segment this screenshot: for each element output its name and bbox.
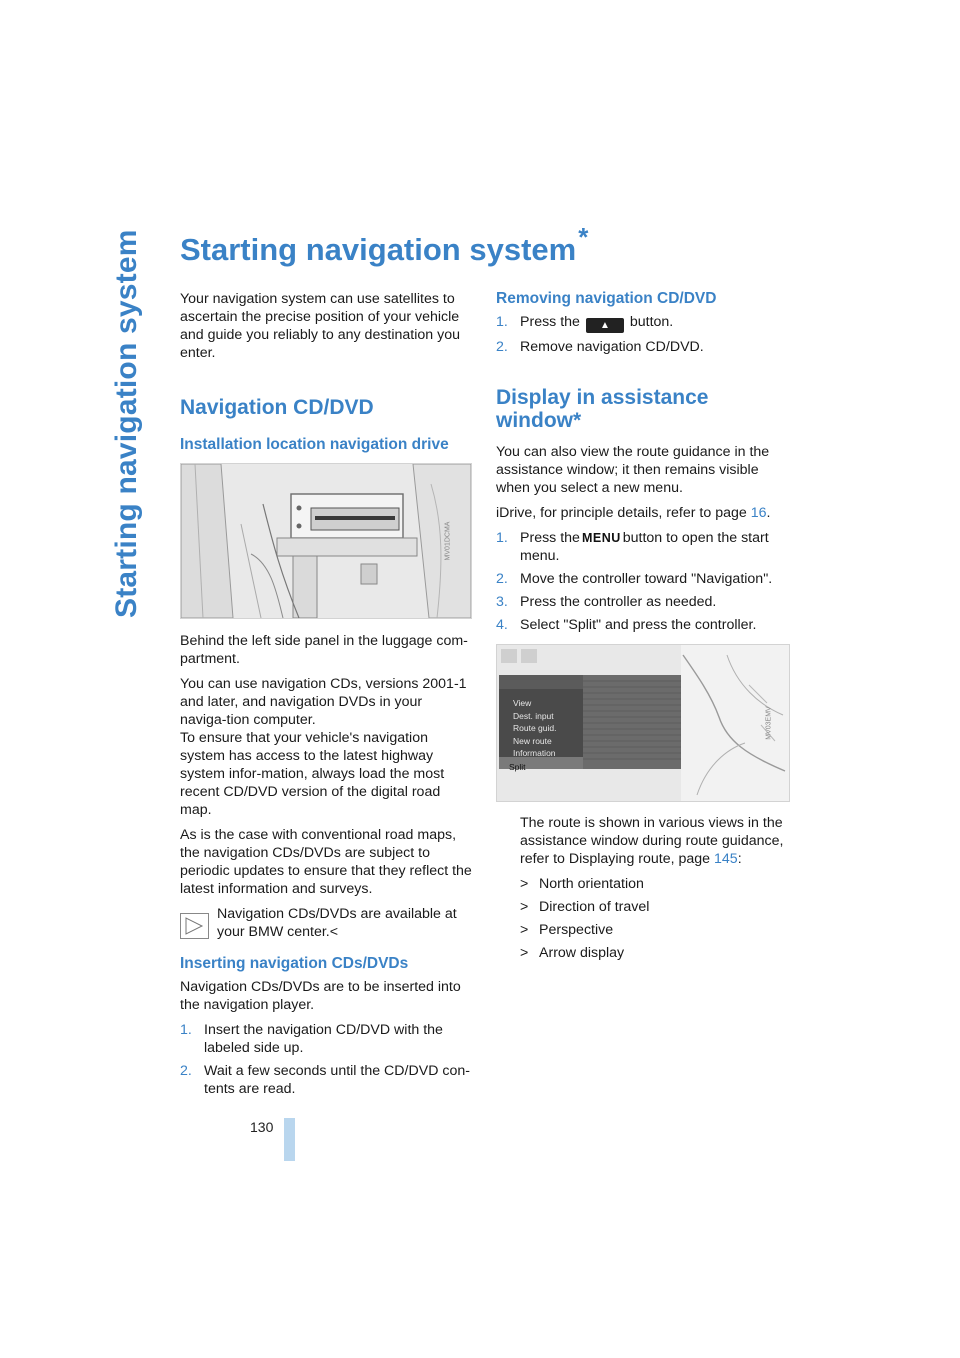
view-name: Direction of travel bbox=[539, 899, 650, 915]
screen-menu-item: Information bbox=[513, 748, 556, 758]
subheading-inserting: Inserting navigation CDs/DVDs bbox=[180, 955, 409, 972]
view-name: Perspective bbox=[539, 922, 614, 938]
step-text: Press the bbox=[520, 530, 580, 546]
step-text: Wait a few seconds until the CD/DVD con-tents are read. bbox=[204, 1063, 470, 1097]
list-item bbox=[520, 944, 790, 962]
screen-menu-item: Route guid. bbox=[513, 723, 557, 733]
bullet-marker: > bbox=[520, 876, 529, 892]
section-heading-assistance-window bbox=[496, 386, 790, 432]
note-icon bbox=[180, 913, 209, 939]
heading-line: window* bbox=[496, 409, 582, 432]
list-item bbox=[496, 313, 790, 333]
reference-text: iDrive, for principle details, refer to page bbox=[496, 505, 747, 521]
step-number: 1. bbox=[496, 314, 508, 330]
page-title-text: Starting navigation system bbox=[180, 232, 577, 267]
list-item bbox=[520, 898, 790, 916]
step-number: 2. bbox=[180, 1063, 192, 1079]
step-number: 4. bbox=[496, 617, 508, 633]
step-number: 3. bbox=[496, 594, 508, 610]
heading-line: Display in assistance bbox=[496, 386, 709, 409]
step-text: button to open the start menu. bbox=[520, 530, 769, 564]
page-link[interactable]: 145 bbox=[714, 851, 738, 867]
route-views-block bbox=[496, 814, 790, 962]
menu-button-icon: MENU bbox=[581, 531, 621, 545]
list-item bbox=[496, 570, 790, 588]
page-number: 130 bbox=[250, 1119, 274, 1135]
note-end-marker: < bbox=[329, 924, 339, 940]
location-paragraph: Behind the left side panel in the luggage com-partment. bbox=[180, 633, 468, 667]
screen-split-item: Split bbox=[509, 762, 526, 772]
step-text: Select "Split" and press the controller. bbox=[520, 617, 757, 633]
list-item bbox=[180, 1062, 472, 1098]
figure-code: MV01DCMA bbox=[444, 521, 452, 561]
step-text: Insert the navigation CD/DVD with the labeled side up. bbox=[204, 1022, 443, 1056]
inserting-intro: Navigation CDs/DVDs are to be inserted into the navigation player. bbox=[180, 979, 461, 1013]
step-number: 1. bbox=[496, 530, 508, 546]
list-item bbox=[496, 338, 790, 356]
step-text: Move the controller toward "Navigation". bbox=[520, 571, 773, 587]
route-views-list bbox=[520, 875, 790, 962]
assistance-intro: You can also view the route guidance in the assistance window; it then remains visible when you select a new menu. bbox=[496, 444, 770, 496]
navigation-drive-photo bbox=[180, 463, 472, 619]
idrive-reference bbox=[496, 504, 790, 522]
step-text: Remove navigation CD/DVD. bbox=[520, 339, 704, 355]
optional-equipment-star: * bbox=[578, 222, 589, 252]
split-screen-figure bbox=[496, 644, 790, 802]
page-title bbox=[180, 222, 588, 268]
section-heading-navigation-cd: Navigation CD/DVD bbox=[180, 396, 374, 419]
route-text: : bbox=[737, 851, 742, 867]
note-box bbox=[180, 905, 472, 941]
eject-button-icon: ▲ bbox=[586, 318, 624, 333]
screen-menu-item: Dest. input bbox=[513, 710, 554, 721]
subheading-removing: Removing navigation CD/DVD bbox=[496, 290, 717, 307]
list-item bbox=[180, 1021, 472, 1057]
intro-paragraph: Your navigation system can use satellites to ascertain the precise position of your vehicle and guide you reliably to any destination you enter. bbox=[180, 291, 461, 361]
step-number: 2. bbox=[496, 339, 508, 355]
view-name: Arrow display bbox=[539, 945, 625, 961]
chapter-title-text: Starting navigation system bbox=[110, 229, 143, 618]
list-item bbox=[520, 875, 790, 893]
step-text: Press the bbox=[520, 314, 580, 330]
screen-menu-item: View bbox=[513, 698, 532, 708]
assistance-steps bbox=[496, 529, 790, 634]
page-marker-bar bbox=[284, 1118, 295, 1161]
page-link[interactable]: 16 bbox=[750, 505, 767, 521]
screen-menu-list bbox=[513, 697, 583, 760]
left-column bbox=[180, 290, 472, 1103]
navigation-drive-illustration bbox=[181, 464, 471, 618]
step-text: Press the controller as needed. bbox=[520, 594, 717, 610]
route-text: The route is shown in various views in the assistance window during route guidance, refer to Displaying route, page bbox=[520, 815, 784, 867]
list-item bbox=[496, 616, 790, 634]
view-name: North orientation bbox=[539, 876, 644, 892]
screen-menu-item: New route bbox=[513, 735, 552, 746]
figure-code: MV03EMV bbox=[765, 706, 773, 740]
list-item bbox=[496, 593, 790, 611]
list-item bbox=[520, 921, 790, 939]
note-text: Navigation CDs/DVDs are available at your BMW center. bbox=[217, 906, 457, 940]
versions-paragraph: You can use navigation CDs, versions 2001-1 and later, and navigation DVDs in your naviga-tion computer. bbox=[180, 676, 467, 728]
step-text: button. bbox=[629, 314, 674, 330]
right-column bbox=[496, 290, 790, 967]
reference-text: . bbox=[766, 505, 771, 521]
list-item bbox=[496, 529, 790, 565]
step-number: 1. bbox=[180, 1022, 192, 1038]
bullet-marker: > bbox=[520, 899, 529, 915]
step-number: 2. bbox=[496, 571, 508, 587]
removing-steps bbox=[496, 313, 790, 356]
bullet-marker: > bbox=[520, 945, 529, 961]
updates-paragraph: As is the case with conventional road maps, the navigation CDs/DVDs are subject to periodic updates to ensure that they reflect the latest information and surveys. bbox=[180, 827, 472, 897]
sidebar-chapter-title bbox=[98, 228, 158, 628]
subheading-installation-location: Installation location navigation drive bbox=[180, 436, 449, 453]
route-paragraph bbox=[520, 814, 790, 868]
inserting-steps bbox=[180, 1021, 472, 1098]
bullet-marker: > bbox=[520, 922, 529, 938]
latest-version-paragraph: To ensure that your vehicle's navigation system has access to the latest highway system infor-mation, always load the most recent CD/DVD version of the digital road map. bbox=[180, 730, 445, 818]
